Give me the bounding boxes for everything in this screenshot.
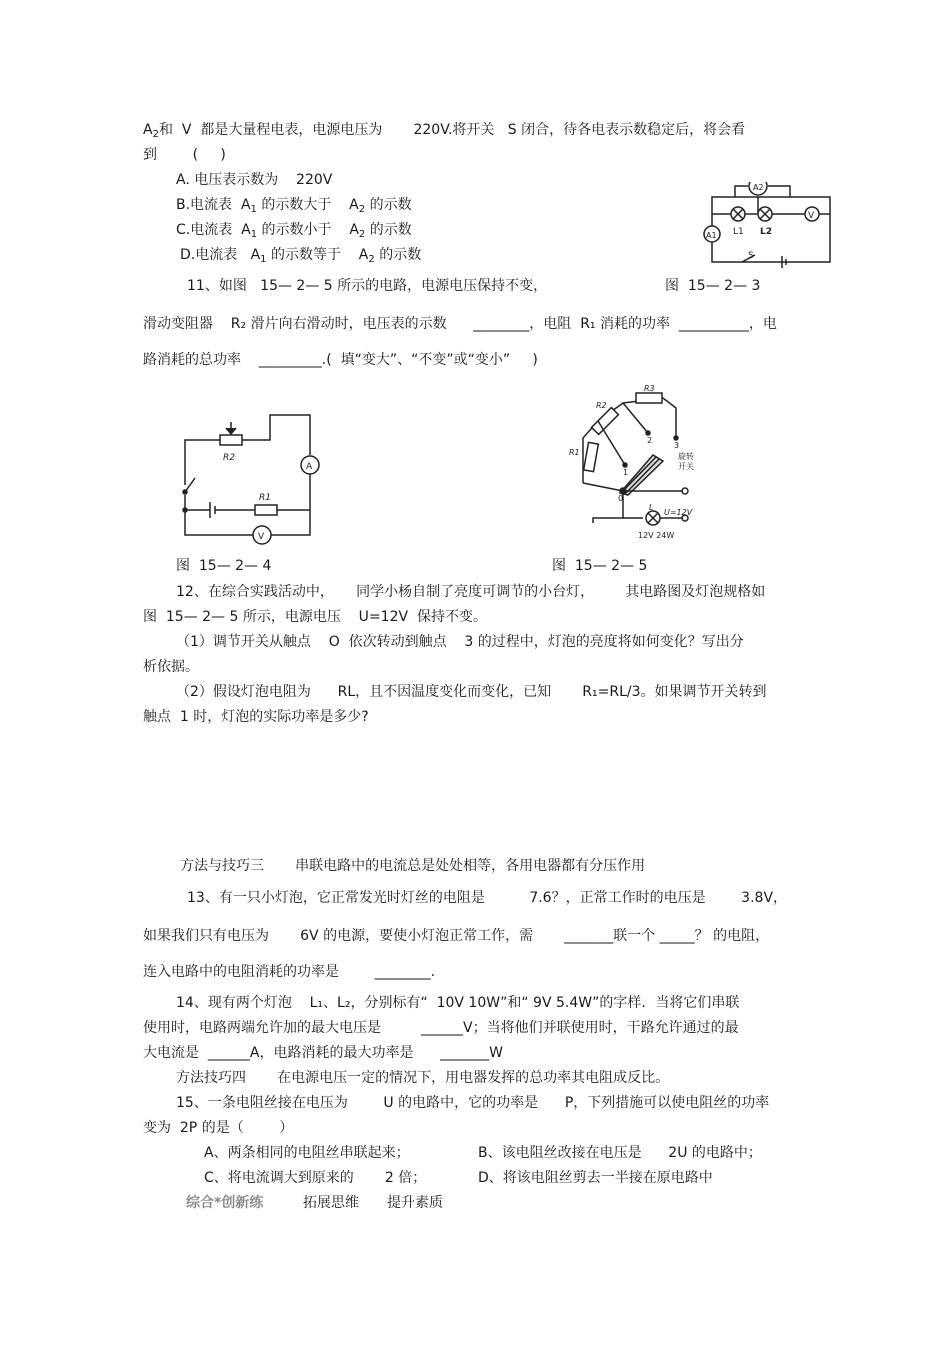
q10-line1: $A_2$和 V 都是大量程电表，电源电压为 220V.将开关 S 闭合，待各电表示数稳定后，将会看 [143,122,746,140]
method-tip-4: 方法技巧四 在电源电压一定的情况下，用电器发挥的总功率其电阻成反比。 [176,1070,670,1086]
label-r2: R2 [596,401,607,410]
q13-line2: 如果我们只有电压为 6V 的电源，要使小灯泡正常工作，需 _______联一个 _____？ 的电阻， [143,928,770,944]
q15-option-d: D、将该电阻丝剪去一半接在原电路中 [478,1170,713,1186]
q14-line3: 大电流是 ______A，电路消耗的最大功率是 _______W [143,1045,504,1061]
contact-1: 1 [623,468,629,477]
q11-line2: 滑动变阻器 R₂ 滑片向右滑动时，电压表的示数 ________，电阻 R₁ 消耗的功率 __________，电 [143,316,777,332]
contact-2: 2 [647,436,653,445]
q10-option-a: A. 电压表示数为 220V [176,172,333,188]
q12-part1b: 析依据。 [143,659,199,675]
q13-line1: 13、有一只小灯泡，它正常发光时灯丝的电阻是 7.6？，正常工作时的电压是 3.8V， [187,890,788,906]
section-tagline-2: 提升素质 [387,1195,443,1211]
figure-15-2-3-circuit [700,182,845,270]
label-a: A [306,462,313,472]
q12-line2: 图 15— 2— 5 所示，电源电压 U=12V 保持不变。 [143,609,487,625]
label-r3: R3 [644,384,655,393]
q12-part2a: （2）假设灯泡电阻为 RL，且不因温度变化而变化，已知 R₁=RL/3。如果调节开关转到 [176,684,767,700]
label-switch-2: 开关 [678,462,694,471]
label-switch-1: 旋转 [678,452,694,461]
q15-option-c: C、将电流调大到原来的 2 倍； [204,1170,427,1186]
q12-part2b: 触点 1 时，灯泡的实际功率是多少? [143,709,369,725]
label-v: V [808,211,815,221]
label-voltage: U=12V [664,508,693,517]
q10-option-d: D.电流表 $A_1$ 的示数等于 $A_2$ 的示数 [180,247,422,265]
label-r2: R2 [223,453,235,463]
label-r1: R1 [569,448,580,457]
figure-15-2-3-caption: 图 15— 2— 3 [665,278,761,294]
label-s: S [748,251,754,261]
label-a2: A2 [753,183,764,192]
label-r1: R1 [259,493,271,503]
section-label-comprehensive: 综合*创新练 [186,1195,264,1211]
label-lamp: L [649,503,654,512]
figure-15-2-4-caption: 图 15— 2— 4 [176,558,272,574]
q11-line3: 路消耗的总功率 _________.( 填“变大”、“不变”或“变小” ) [143,352,538,368]
label-l2: L2 [760,227,772,237]
q10-option-b: B.电流表 $A_1$ 的示数大于 $A_2$ 的示数 [176,197,412,215]
label-v: V [258,532,265,542]
q15-option-b: B、该电阻丝改接在电压是 2U 的电路中； [478,1145,762,1161]
q15-line2: 变为 2P 的是（ ） [143,1120,294,1136]
q14-line2: 使用时，电路两端允许加的最大电压是 ______V；当将他们并联使用时，干路允许通过的最 [143,1020,739,1036]
label-rating: 12V 24W [638,531,675,540]
q14-line1: 14、现有两个灯泡 L₁、L₂，分别标有“ 10V 10W”和“ 9V 5.4W”的字样．当将它们串联 [176,995,740,1011]
contact-0: 0 [618,494,624,503]
label-l1: L1 [733,227,744,237]
q12-part1a: （1）调节开关从触点 O 依次转动到触点 3 的过程中，灯泡的亮度将如何变化？写出分 [176,634,744,650]
label-a1: A1 [706,231,717,240]
q13-line3: 连入电路中的电阻消耗的功率是 ________. [143,964,436,980]
q11-line1: 11、如图 15— 2— 5 所示的电路，电源电压保持不变， [187,278,548,294]
figure-15-2-5-circuit [568,383,718,553]
q15-option-a: A、两条相同的电阻丝串联起来； [204,1145,410,1161]
contact-3: 3 [674,441,680,450]
section-tagline-1: 拓展思维 [303,1195,359,1211]
q10-option-c: C.电流表 $A_1$ 的示数小于 $A_2$ 的示数 [176,222,412,240]
figure-15-2-4-circuit [170,400,330,550]
q15-line1: 15、一条电阻丝接在电压为 U 的电路中，它的功率是 P，下列措施可以使电阻丝的功率 [176,1095,770,1111]
figure-15-2-5-caption: 图 15— 2— 5 [552,558,648,574]
q12-line1: 12、在综合实践活动中， 同学小杨自制了亮度可调节的小台灯， 其电路图及灯泡规格如 [176,584,766,600]
method-tip-3: 方法与技巧三 串联电路中的电流总是处处相等，各用电器都有分压作用 [180,858,646,874]
q10-line2: 到 ( ) [143,147,226,163]
